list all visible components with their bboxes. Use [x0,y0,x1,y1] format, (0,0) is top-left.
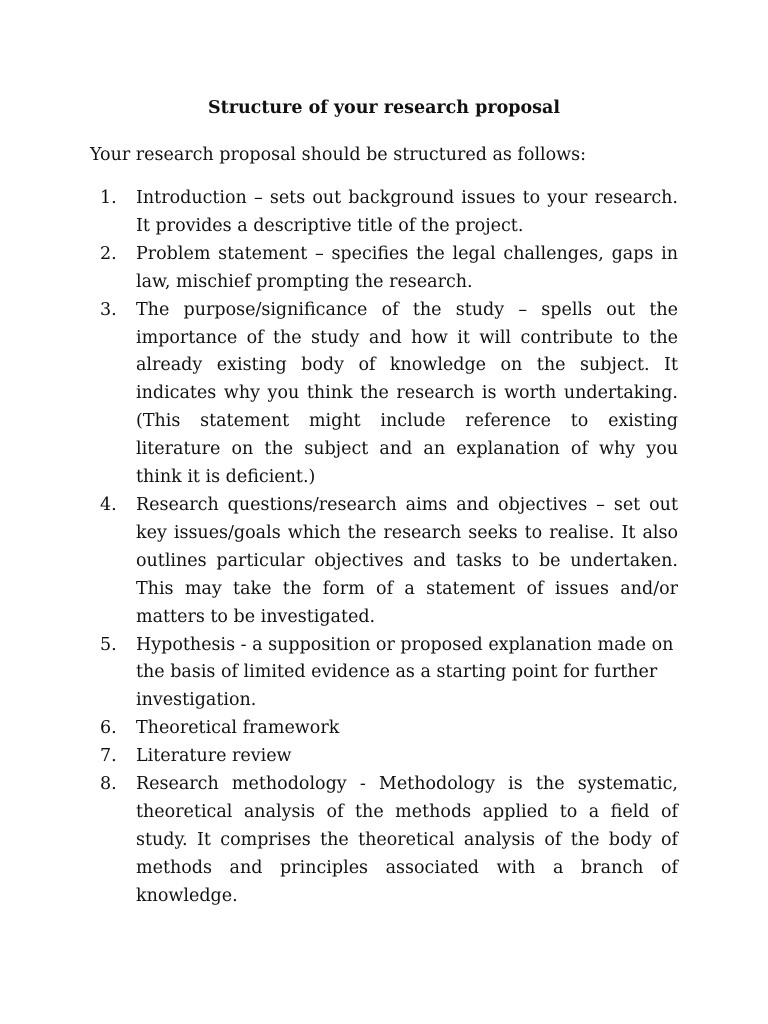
list-item-text: Problem statement – specifies the legal challenges, gaps in law, mischief prompting the research. [136,243,678,292]
list-item-text: Literature review [136,746,292,767]
list-item-number: 1. [100,188,117,208]
list-item-number: 8. [100,774,117,795]
proposal-structure-list [100,185,678,911]
list-item-text: Introduction – sets out background issues to your research. It provides a descriptive title of the project. [136,188,678,236]
list-item-number: 3. [100,299,117,320]
list-item [100,715,678,743]
list-item [100,297,678,492]
list-item [100,241,678,297]
list-item-number: 4. [100,494,117,515]
list-item [100,185,678,241]
list-item-number: 7. [100,746,117,767]
intro-paragraph: Your research proposal should be structured as follows: [90,145,587,165]
list-item [100,492,678,632]
list-item [100,632,678,716]
document-title: Structure of your research proposal [208,98,560,118]
list-item-text: Research questions/research aims and objectives – set out key issues/goals which the research seeks to realise. It also outlines particular objectives and tasks to be undertaken. This may take the form of a statement of issues and/or matters to be investigated. [136,494,678,627]
list-item-number: 5. [100,634,117,655]
list-item-number: 2. [100,243,117,264]
list-item-text: Hypothesis - a supposition or proposed explanation made on the basis of limited evidence as a starting point for further investigation. [136,634,674,711]
list-item-text: Research methodology - Methodology is the systematic, theoretical analysis of the methods applied to a field of study. It comprises the theoretical analysis of the body of methods and principles associated with a branch of knowledge. [136,774,678,906]
list-item-text: The purpose/significance of the study – spells out the importance of the study and how it will contribute to the already existing body of knowledge on the subject. It indicates why you think the research is worth undertaking. (This statement might include reference to existing literature on the subject and an explanation of why you think it is deficient.) [136,299,678,488]
list-item-text: Theoretical framework [136,718,340,739]
list-item [100,743,678,771]
list-item-number: 6. [100,718,117,739]
list-item [100,771,678,911]
